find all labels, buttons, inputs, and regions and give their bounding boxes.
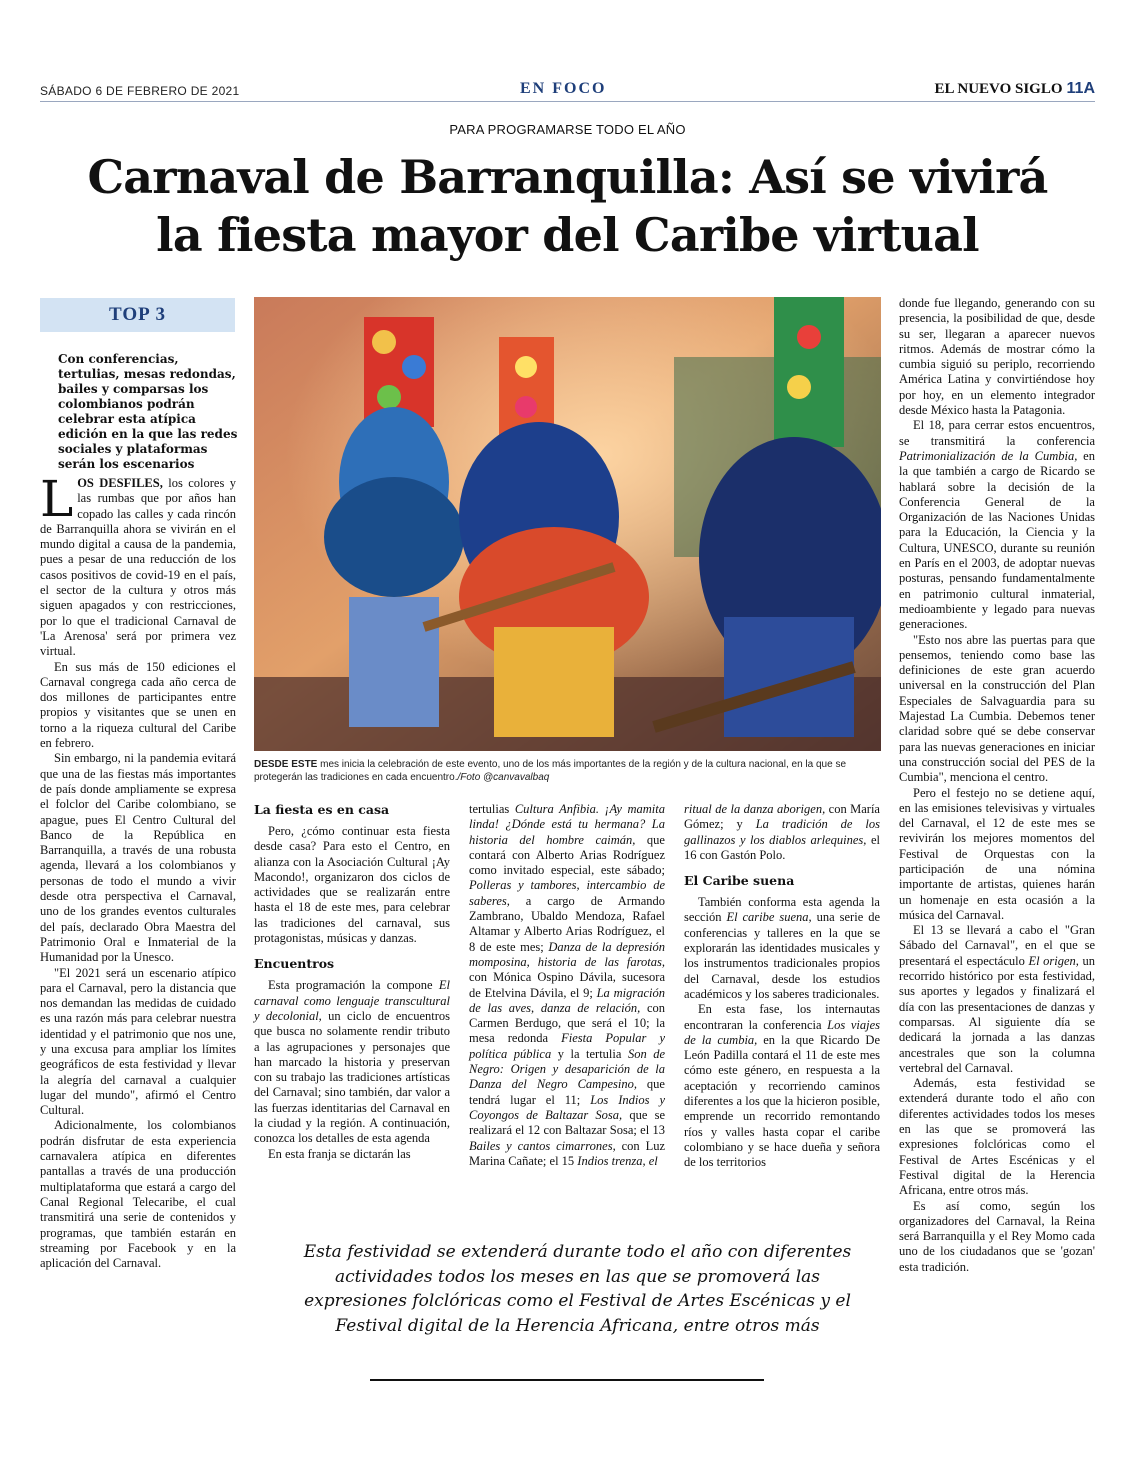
paragraph: Esta programación la compone El carnaval como lenguaje transcultural y decolonial, un ciclo de encuentros que busca no solamente rendir tributo a las agrupaciones y personajes que han marcado la historia y preservan con su trabajo las tradiciones artísticas del Carnaval; sino también, dar valor a las fuerzas identitarias del Carnaval en la ciudad y la región. A continuación, conozca los detalles de esta agenda <box>254 978 450 1146</box>
paragraph: Además, esta festividad se extenderá durante todo el año con diferentes actividades todos los meses en las que se promoverá las expresiones folclóricas como el Festival de Artes Escénicas y el Festival digital de la Herencia Africana, entre otros más. <box>899 1076 1095 1198</box>
paragraph: En sus más de 150 ediciones el Carnaval congrega cada año cerca de dos millones de participantes entre propios y visitantes que se unen en torno a la riqueza cultural del Caribe en febrero. <box>40 659 236 751</box>
pull-quote-rule <box>370 1379 764 1381</box>
paragraph: En esta fase, los internautas encontraran la conferencia Los viajes de la cumbia, en la que Ricardo De León Padilla contará el 11 de este mes cómo este género, en respuesta a la aceptación y recorriendo caminos diferentes a los que la hicieron posible, emprende un recorrido remontando ríos y valles hasta copar el caribe colombiano y se hace dueña y señora de los territorios <box>684 1002 880 1170</box>
header-rule <box>40 101 1095 102</box>
paragraph: Sin embargo, ni la pandemia evitará que una de las fiestas más importantes de país donde ampliamente se expresa el folclor del Caribe colombiano, se apague, pues El Centro Cultural del Banco de la República en Barranquilla, a través de una robusta agenda, llevará a los colombianos y personas de todo el mundo a vivir desde otra perspectiva el Carnaval, uno de los grandes eventos culturales del país, declarado Obra Maestra del Patrimonio Oral e Inmaterial de la Humanidad por la Unesco. <box>40 751 236 965</box>
paragraph: En esta franja se dictarán las <box>268 1146 411 1161</box>
subheading: El Caribe suena <box>684 873 795 889</box>
masthead <box>934 80 1095 98</box>
paragraph: El 18, para cerrar estos encuentros, se transmitirá la conferencia Patrimonialización de la Cumbia, en la que también a cargo de Ricardo se hablará sobre la decisión de la Conferencia General de la Organización de las Naciones Unidas para la Educación, la Ciencia y la Cultura, UNESCO, durante su reunión en París en el 2003, de adoptar nuevas posturas, pensando fundamentalmente en patrimonio cultural inmaterial, medioambiente y legado para nuevas generaciones. <box>899 418 1095 632</box>
issue-date: SÁBADO 6 DE FEBRERO DE 2021 <box>40 84 240 98</box>
paragraph: donde fue llegando, generando con su presencia, la posibilidad de que, desde su ser, llegaran a aparecer nuevos ritmos. Además de mostrar cómo la cumbia siguió su periplo, recorriendo América Latina y convirtiéndose hoy por hoy, en un elemento integrador desde México hasta la Patagonia. <box>899 296 1095 418</box>
photo-credit: /Foto @canvavalbaq <box>457 772 550 783</box>
page-number: 11A <box>1066 80 1095 97</box>
headline-line-2: la fiesta mayor del Caribe virtual <box>156 208 979 262</box>
caption-lead: DESDE ESTE <box>254 759 318 770</box>
paper-name: EL NUEVO SIGLO <box>934 81 1063 97</box>
pull-quote: Esta festividad se extenderá durante todo el año con diferentes actividades todos los meses en las que se promoverá las expresiones folclóricas como el Festival de Artes Escénicas y el Festival digital de la Herencia Africana, entre otros más <box>303 1242 852 1336</box>
subheading: Encuentros <box>254 956 335 972</box>
paragraph: ritual de la danza aborigen, con María Gómez; y La tradición de los gallinazos y los diablos arlequines, el 16 con Gastón Polo. <box>684 802 881 862</box>
paragraph: Es así como, según los organizadores del Carnaval, la Reina será Barranquilla y el Rey Momo cada uno de los ciudadanos que se 'gozan' esta tradición. <box>899 1198 1095 1274</box>
caption-text: mes inicia la celebración de este evento, uno de los más importantes de la región y de la cultura nacional, en la que se protegerán las tradiciones en cada encuentro. <box>254 759 847 783</box>
column-4 <box>684 802 880 1171</box>
paragraph: También conforma esta agenda la sección El caribe suena, una serie de conferencias y talleres en la que se explorarán las identidades musicales y los instrumentos tradicionales propios del Carnaval, desde los estudios académicos y los saberes tradicionales. <box>684 895 880 1001</box>
paragraph: Pero, ¿cómo continuar esta fiesta desde casa? Para esto el Centro, en alianza con la Asociación Cultural ¡Ay Macondo!, organizaron dos ciclos de actividades que se realizarán entre hasta el 18 de este mes, para celebrar las tradiciones del carnaval, sus protagonistas, músicas y danzas. <box>254 824 450 946</box>
summary: Con conferencias, tertulias, mesas redondas, bailes y comparsas los colombianos podrán celebrar esta atípica edición en la que las redes sociales y plataformas serán los escenarios <box>58 352 238 471</box>
column-1 <box>40 470 236 1271</box>
photo-caption <box>254 758 894 784</box>
paragraph: Pero el festejo no se detiene aquí, en las emisiones televisivas y virtuales del Carnaval, el 12 de este mes se revivirán los mejores momentos del Festival de Orquestas con la participación de una nómina importante de artistas, quienes harán un homenaje en esta ocasión a la música del Carnaval. <box>899 785 1095 922</box>
section-name: EN FOCO <box>520 80 607 97</box>
paragraph: "El 2021 será un escenario atípico para el Carnaval, pero la distancia que nos demandan las medidas de cuidado es una razón más para celebrar nuestra identidad y el patrimonio que nos une, y una excusa para ampliar los límites geográficos de esta festividad y llevar la alegría del carnaval a cualquier lugar del mundo", afirmó el Centro Cultural. <box>40 965 236 1118</box>
paragraph: tertulias Cultura Anfibia. ¡Ay mamita linda! ¿Dónde está tu hermana? La historia del hombre caimán, que contará con Alberto Arias Rodríguez como invitado especial, este sábado; Polleras y tambores, intercambio de saberes, a cargo de Armando Zambrano, Ubaldo Mendoza, Rafael Altamar y Alberto Arias Rodríguez, el 8 de este mes; Danza de la depresión momposina, historia de las farotas, con Mónica Ospino Dávila, sucesora de Etelvina Dávila, el 9; La migración de las aves, danza de relación, con Carmen Berdugo, que será el 10; la mesa redonda Fiesta Popular y política pública y la tertulia Son de Negro: Origen y desaparición de la Danza del Negro Campesino, que tendrá lugar el 11; Los Indios y Coyongos de Baltazar Sosa, que se realizará el 12 con Baltazar Sosa; el 13 Bailes y cantos cimarrones, con Luz Marina Cañate; el 15 Indios trenza, el <box>469 802 666 1168</box>
column-3 <box>469 802 665 1169</box>
top3-label: TOP 3 <box>40 298 235 332</box>
column-5 <box>899 296 1095 1275</box>
headline <box>60 148 1075 264</box>
paragraph: Adicionalmente, los colombianos podrán disfrutar de esta experiencia carnavalera atípica en diferentes pantallas a través de una producción multiplataforma que estará a cargo del Canal Regional Telecaribe, el cual transmitirá una serie de contenidos y programas, que también estarán en streaming por Facebook y en la aplicación del Carnaval. <box>40 1118 236 1271</box>
headline-line-1: Carnaval de Barranquilla: Así se vivirá <box>87 150 1048 204</box>
paragraph: El 13 se llevará a cabo el "Gran Sábado del Carnaval", en el que se presentará el espectáculo El origen, un recorrido histórico por esta festividad, sus aportes y legados y finalizará el día con las presentaciones de danzas y comparsas. Al siguiente día se dedicará la jornada a las danzas ancestrales que son la columna vertebral del Carnaval. <box>899 923 1096 1075</box>
subheading: La fiesta es en casa <box>254 802 390 817</box>
drop-cap: L <box>40 470 74 528</box>
kicker: PARA PROGRAMARSE TODO EL AÑO <box>449 122 686 137</box>
carnival-photo <box>254 297 881 751</box>
photo-illustration <box>254 297 881 751</box>
column-2 <box>254 802 450 1162</box>
paragraph: "Esto nos abre las puertas para que pensemos, teniendo como base las definiciones de este gran acuerdo universal en la construcción del Plan Especiales de Salvaguardia para su Majestad La Cumbia. Debemos tener claridad sobre qué se debe conservar para las nuevas generaciones en iniciar una construcción social del PES de la Cumbia", menciona el centro. <box>899 632 1095 785</box>
paragraph: LOS DESFILES, los colores y las rumbas que por años han copado las calles y cada rincón de Barranquilla ahora se vivirán en el mundo digital a causa de la pandemia, pues a pesar de una reducción de los casos positivos de covid-19 en el país, el sector de la cultura y otros más siguen apagados y con restricciones, por lo que el tradicional Carnaval de 'La Arenosa' será por primera vez virtual. <box>40 470 236 659</box>
